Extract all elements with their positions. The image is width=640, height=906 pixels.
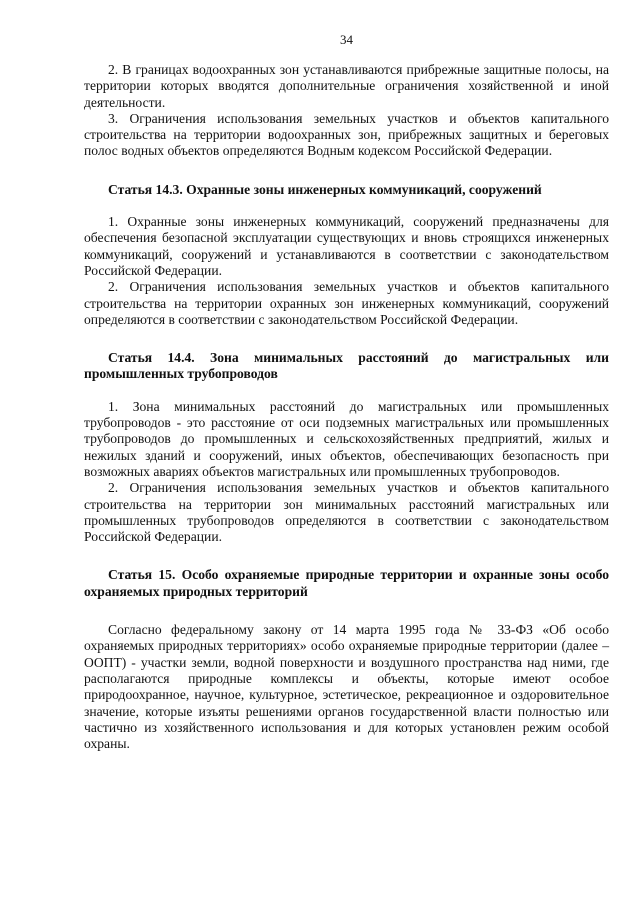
section-spacer [84, 328, 609, 350]
paragraph-engineering-zone-1: 1. Охранные зоны инженерных коммуникаций, сооружений предназначены для обеспечения безопасной эксплуатации существующих и вновь строящихся инженерных коммуникаций, сооружений и устанавливаются в соответствии с законодательством Российской Федерации. [84, 214, 609, 278]
section-spacer [84, 198, 609, 214]
section-spacer [84, 600, 609, 622]
page-number: 34 [340, 32, 353, 47]
article-heading-15: Статья 15. Особо охраняемые природные территории и охранные зоны особо охраняемых природных территорий [84, 567, 609, 599]
paragraph-pipeline-zone-1: 1. Зона минимальных расстояний до магистральных или промышленных трубопроводов - это расстояние от оси подземных магистральных или промышленных трубопроводов до промышленных и сельскохозяйственных предприятий, жилых и нежилых зданий и сооружений, иных объектов, обеспечивающих безопасность при возможных авариях объектов магистральных или промышленных трубопроводов. [84, 398, 609, 479]
article-heading-14-4: Статья 14.4. Зона минимальных расстояний до магистральных или промышленных трубопроводов [84, 350, 609, 382]
paragraph-water-zone-2: 2. В границах водоохранных зон устанавливаются прибрежные защитные полосы, на территории которых вводятся дополнительные ограничения хозяйственной и иной деятельности. [84, 62, 609, 110]
document-body [84, 62, 609, 752]
paragraph-pipeline-zone-2: 2. Ограничения использования земельных участков и объектов капитального строительства на территории зон минимальных расстояний магистральных или промышленных трубопроводов определяются в соответствии с законодательством Российской Федерации. [84, 480, 609, 545]
section-spacer [84, 383, 609, 399]
paragraph-protected-territories: Согласно федеральному закону от 14 марта 1995 года № 33-ФЗ «Об особо охраняемых природных территориях» особо охраняемые природные территории (далее – ООПТ) - участки земли, водной поверхности и воздушного пространства над ними, где располагаются природные комплексы и объекты, которые имеют особое природоохранное, научное, культурное, эстетическое, рекреационное и оздоровительное значение, которые изъяты решениями органов государственной власти полностью или частично из хозяйственного использования и для которых установлен режим особой охраны. [84, 622, 609, 752]
paragraph-engineering-zone-2: 2. Ограничения использования земельных участков и объектов капитального строительства на территории охранных зон инженерных коммуникаций, сооружений определяются в соответствии с законодательством Российской Федерации. [84, 279, 609, 327]
paragraph-water-zone-3: 3. Ограничения использования земельных участков и объектов капитального строительства на территории водоохранных зон, прибрежных защитных и береговых полос водных объектов определяются Водным кодексом Российской Федерации. [84, 110, 609, 159]
section-spacer [84, 545, 609, 567]
section-spacer [84, 160, 609, 182]
article-heading-14-3: Статья 14.3. Охранные зоны инженерных коммуникаций, сооружений [108, 181, 542, 197]
